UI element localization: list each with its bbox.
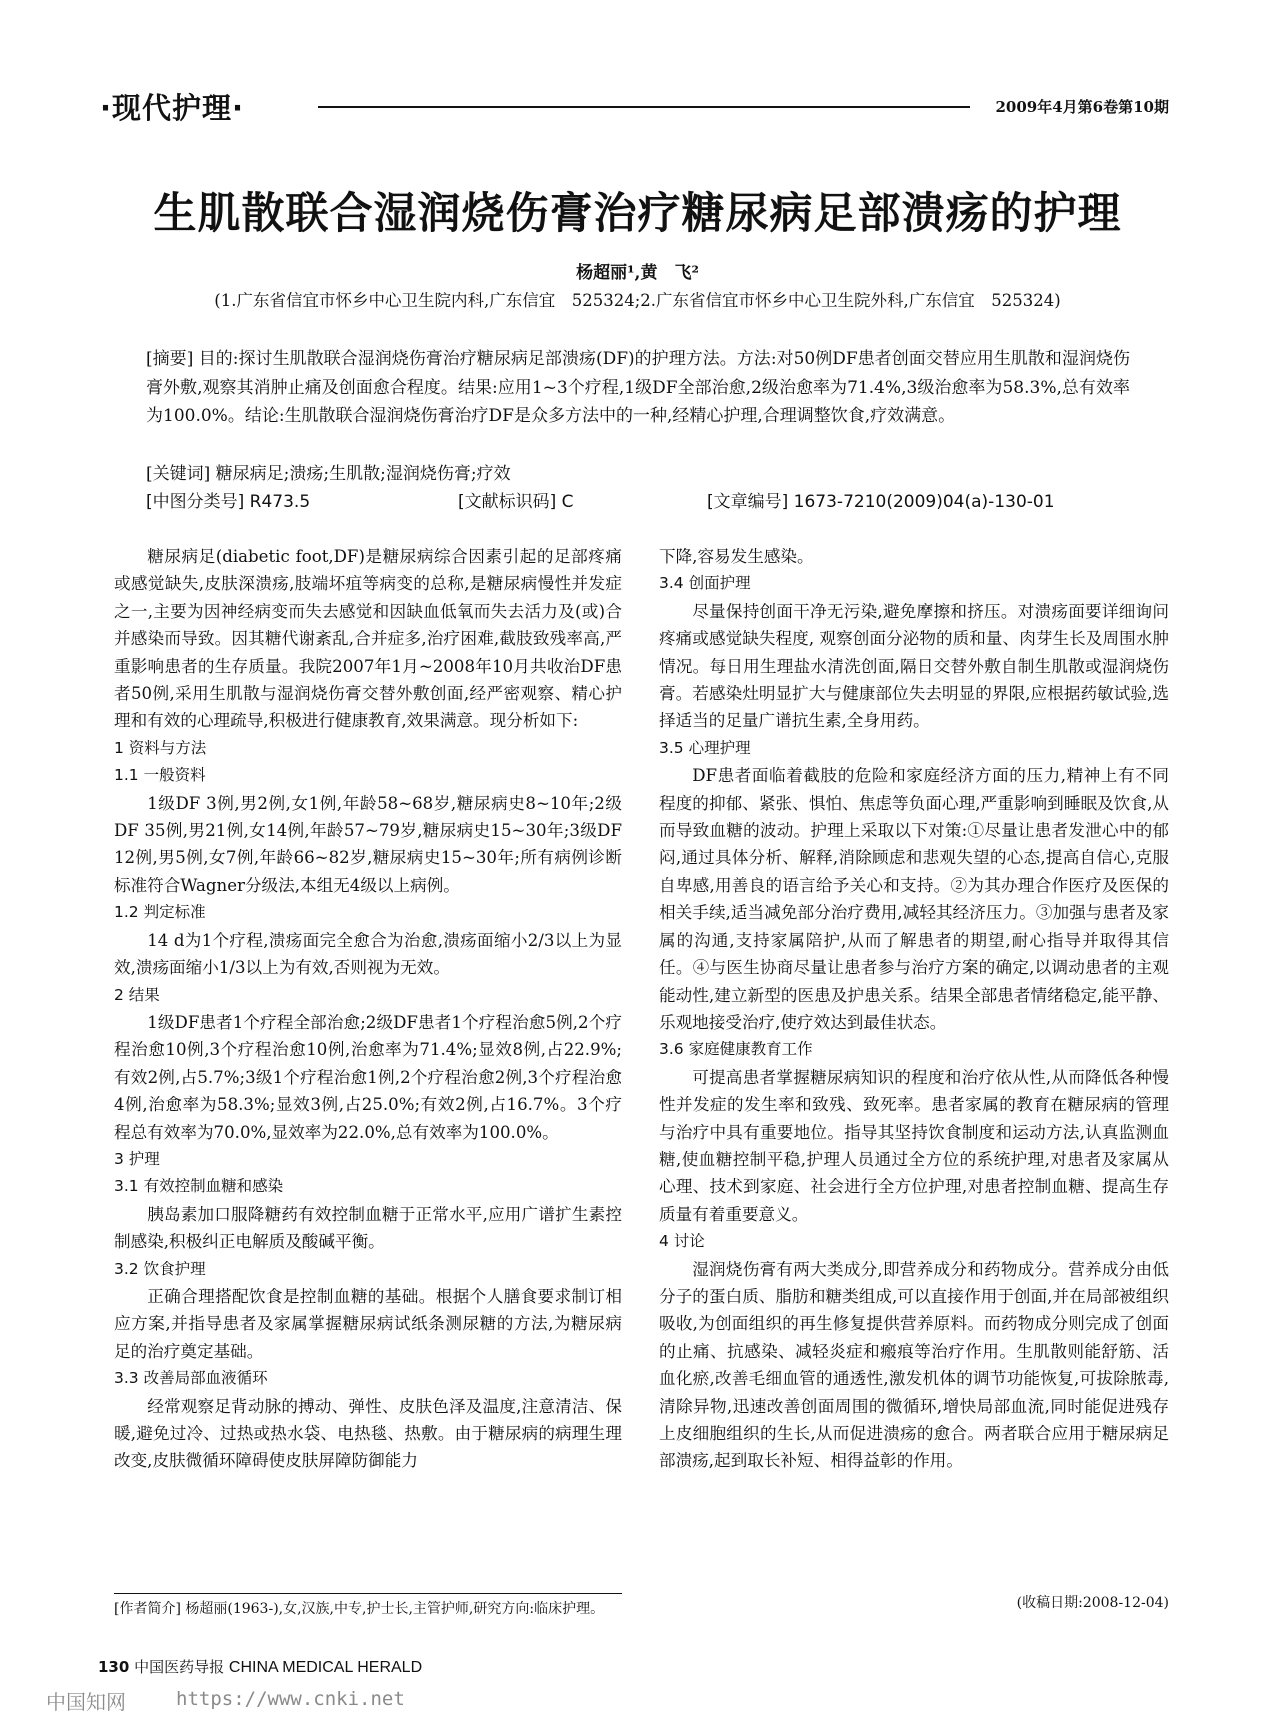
paragraph: 14 d为1个疗程,溃疡面完全愈合为治愈,溃疡面缩小2/3以上为显效,溃疡面缩小1/3以上为有效,否则视为无效。	[114, 930, 622, 978]
clc-number: [中图分类号] R473.5	[146, 492, 311, 512]
article-number: [文章编号] 1673-7210(2009)04(a)-130-01	[707, 492, 1055, 512]
footer-journal-cn: 中国医药导报	[134, 1658, 225, 1676]
paragraph: 1级DF患者1个疗程全部治愈;2级DF患者1个疗程治愈5例,2个疗程治愈10例,3个疗程治愈10例,治愈率为71.4%;显效8例,占22.9%;有效2例,占5.7%;3级1个疗程治愈1例,2个疗程治愈2例,3个疗程治愈4例,治愈率为58.3%;显效3例,占25.0%;有效2例,占16.7%。3个疗程总有效率为70.0%,显效率为22.0%,总有效率为100.0%。	[114, 1012, 622, 1142]
section-heading: 1 资料与方法	[114, 738, 207, 757]
affiliation: (1.广东省信宜市怀乡中心卫生院内科,广东信宜 525324;2.广东省信宜市怀乡中心卫生院外科,广东信宜 525324)	[214, 291, 1061, 310]
section-heading: 2 结果	[114, 985, 160, 1004]
paragraph: 湿润烧伤膏有两大类成分,即营养成分和药物成分。营养成分由低分子的蛋白质、脂肪和糖类组成,可以直接作用于创面,并在局部被组织吸收,为创面组织的再生修复提供营养原料。而药物成分则完成了创面的止痛、抗感染、减轻炎症和瘢痕等治疗作用。生肌散则能舒筋、活血化瘀,改善毛细血管的通透性,激发机体的调节功能恢复,可拔除脓毒,清除异物,迅速改善创面周围的微循环,增快局部血流,同时能促进残存上皮细胞组织的生长,从而促进溃疡的愈合。两者联合应用于糖尿病足部溃疡,起到取长补短、相得益彰的作用。	[659, 1259, 1169, 1471]
paragraph: 胰岛素加口服降糖药有效控制血糖于正常水平,应用广谱扩生素控制感染,积极纠正电解质及酸碱平衡。	[114, 1204, 622, 1252]
page-number: 130	[98, 1658, 130, 1676]
cnki-logo: 中国知网	[46, 1690, 126, 1714]
article-title: 生肌散联合湿润烧伤膏治疗糖尿病足部溃疡的护理	[153, 189, 1122, 239]
journal-name: ·现代护理·	[100, 91, 245, 125]
paragraph: 尽量保持创面干净无污染,避免摩擦和挤压。对溃疡面要详细询问疼痛或感觉缺失程度, 观察创面分泌物的质和量、肉芽生长及周围水肿情况。每日用生理盐水清洗创面,隔日交替外敷自制生肌散或湿润烧伤膏。若感染灶明显扩大与健康部位失去明显的界限,应根据药敏试验,选择适当的足量广谱抗生素,全身用药。	[659, 601, 1169, 731]
section-heading: 3.5 心理护理	[659, 738, 751, 757]
left-column	[114, 543, 622, 1475]
section-heading: 3.4 创面护理	[659, 574, 751, 593]
keywords: [关键词] 糖尿病足;溃疡;生肌散;湿润烧伤膏;疗效	[146, 464, 511, 484]
header-rule	[318, 106, 970, 108]
abstract: [摘要] 目的:探讨生肌散联合湿润烧伤膏治疗糖尿病足部溃疡(DF)的护理方法。方法:对50例DF患者创面交替应用生肌散和湿润烧伤膏外敷,观察其消肿止痛及创面愈合程度。结果:应用1~3个疗程,1级DF全部治愈,2级治愈率为71.4%,3级治愈率为58.3%,总有效率为100.0%。结论:生肌散联合湿润烧伤膏治疗DF是众多方法中的一种,经精心护理,合理调整饮食,疗效满意。	[146, 349, 1130, 426]
section-heading: 3.2 饮食护理	[114, 1259, 206, 1278]
authors: 杨超丽¹,黄 飞²	[576, 263, 699, 283]
cnki-url[interactable]: https://www.cnki.net	[176, 1688, 405, 1710]
document-code: [文献标识码] C	[458, 492, 574, 512]
section-heading: 1.1 一般资料	[114, 766, 206, 785]
section-heading: 3.3 改善局部血液循环	[114, 1369, 268, 1388]
paragraph: 糖尿病足(diabetic foot,DF)是糖尿病综合因素引起的足部疼痛或感觉缺失,皮肤深溃疡,肢端坏疽等病变的总称,是糖尿病慢性并发症之一,主要为因神经病变而失去感觉和因缺血低氧而失去活力及(或)合并感染而导致。因其糖代谢紊乱,合并症多,治疗困难,截肢致残率高,严重影响患者的生存质量。我院2007年1月~2008年10月共收治DF患者50例,采用生肌散与湿润烧伤膏交替外敷创面,经严密观察、精心护理和有效的心理疏导,积极进行健康教育,效果满意。现分析如下:	[114, 547, 622, 731]
paragraph: 可提高患者掌握糖尿病知识的程度和治疗依从性,从而降低各种慢性并发症的发生率和致残、致死率。患者家属的教育在糖尿病的管理与治疗中具有重要地位。指导其坚持饮食制度和运动方法,认真监测血糖,使血糖控制平稳,护理人员通过全方位的系统护理,对患者及家属从心理、技术到家庭、社会进行全方位护理,对患者控制血糖、提高生存质量有着重要意义。	[659, 1067, 1169, 1224]
section-heading: 1.2 判定标准	[114, 903, 206, 922]
paragraph: DF患者面临着截肢的危险和家庭经济方面的压力,精神上有不同程度的抑郁、紧张、惧怕、焦虑等负面心理,严重影响到睡眠及饮食,从而导致血糖的波动。护理上采取以下对策:①尽量让患者发泄心中的郁闷,通过具体分析、解释,消除顾虑和悲观失望的心态,提高自信心,克服自卑感,用善良的语言给予关心和支持。②为其办理合作医疗及医保的相关手续,适当减免部分治疗费用,减轻其经济压力。③加强与患者及家属的沟通,支持家属陪护,从而了解患者的期望,耐心指导并取得其信任。④与医生协商尽量让患者参与治疗方案的确定,以调动患者的主观能动性,建立新型的医患及护患关系。结果全部患者情绪稳定,能平静、乐观地接受治疗,使疗效达到最佳状态。	[659, 766, 1169, 1032]
issue-info: 2009年4月第6卷第10期	[995, 98, 1169, 116]
section-heading: 3 护理	[114, 1149, 160, 1168]
section-heading: 4 讨论	[659, 1232, 705, 1251]
section-heading: 3.1 有效控制血糖和感染	[114, 1177, 284, 1196]
paragraph: 正确合理搭配饮食是控制血糖的基础。根据个人膳食要求制订相应方案,并指导患者及家属掌握糖尿病试纸条测尿糖的方法,为糖尿病足的治疗奠定基础。	[114, 1286, 622, 1361]
received-date: (收稿日期:2008-12-04)	[1016, 1595, 1169, 1611]
right-column	[659, 543, 1169, 1475]
footer-journal-en: CHINA MEDICAL HERALD	[228, 1659, 423, 1676]
page-footer	[98, 1656, 422, 1677]
paragraph: 下降,容易发生感染。	[659, 547, 814, 566]
paragraph: 1级DF 3例,男2例,女1例,年龄58~68岁,糖尿病史8~10年;2级DF 35例,男21例,女14例,年龄57~79岁,糖尿病史15~30年;3级DF 12例,男5例,女7例,年龄66~82岁,糖尿病史15~30年;所有病例诊断标准符合Wagner分级法,本组无4级以上病例。	[114, 793, 622, 895]
author-note: [作者简介] 杨超丽(1963-),女,汉族,中专,护士长,主管护师,研究方向:临床护理。	[114, 1601, 605, 1617]
paragraph: 经常观察足背动脉的搏动、弹性、皮肤色泽及温度,注意清洁、保暖,避免过冷、过热或热水袋、电热毯、热敷。由于糖尿病的病理生理改变,皮肤微循环障碍使皮肤屏障防御能力	[114, 1396, 622, 1471]
section-heading: 3.6 家庭健康教育工作	[659, 1040, 813, 1059]
note-rule	[114, 1593, 622, 1594]
